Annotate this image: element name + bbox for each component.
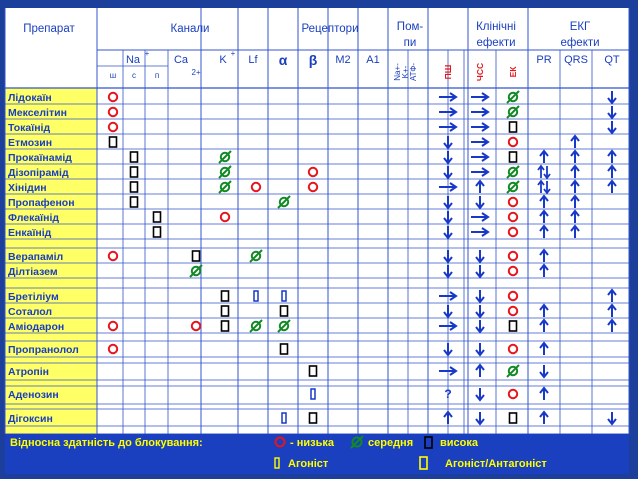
header-k-sup: + xyxy=(230,49,236,58)
header-na-slow: п xyxy=(154,71,160,80)
drug-label: Етмозин xyxy=(8,137,53,149)
header-lf: Lf xyxy=(248,54,258,66)
header-pump: пи xyxy=(403,37,417,49)
header-beta: β xyxy=(308,52,318,68)
header-a1: A1 xyxy=(366,54,380,66)
legend-moderate: середня xyxy=(368,437,414,449)
header-na-fast: ш xyxy=(109,71,117,80)
header-clin-hr: ЧСС xyxy=(475,62,485,82)
drug-label: Аденозин xyxy=(8,389,59,401)
legend-high: висока xyxy=(440,437,478,449)
drug-label: Пропранолол xyxy=(8,344,79,356)
header-m2: M2 xyxy=(335,54,351,66)
header-clin-pv: ПШ xyxy=(443,64,453,80)
header-clinical: ефекти xyxy=(476,37,516,49)
drug-label: Мекселітин xyxy=(8,107,67,119)
header-ecg: ефекти xyxy=(560,37,600,49)
legend-title: Відносна здатність до блокування: xyxy=(10,437,203,449)
header-ecg: ЕКГ xyxy=(569,21,591,33)
header-drug: Препарат xyxy=(23,23,75,35)
legend-agonist: Агоніст xyxy=(288,458,329,470)
header-ecg-qt: QT xyxy=(604,54,620,66)
drug-label: Флекаїнід xyxy=(8,212,60,224)
legend-agonist-antagonist: Агоніст/Антагоніст xyxy=(445,458,547,470)
drug-label: Хінідин xyxy=(8,182,47,194)
header-ecg-qrs: QRS xyxy=(564,54,588,66)
drug-label: Дігоксин xyxy=(8,413,53,425)
drug-label: Ділтіазем xyxy=(8,266,58,278)
header-ecg-pr: PR xyxy=(536,54,552,66)
header-clinical: Клінічні xyxy=(476,21,516,33)
header-receptors: Рецептори xyxy=(301,23,359,35)
header-clin-ek: ЕК xyxy=(508,66,518,78)
drug-label: Прокаїнамід xyxy=(8,152,72,164)
legend xyxy=(5,434,629,474)
header-na-sup: + xyxy=(144,49,150,58)
legend-low: - низька xyxy=(290,437,334,449)
drug-label: Пропафенон xyxy=(8,197,75,209)
drug-label: Верапаміл xyxy=(8,251,64,263)
header-k: K xyxy=(219,54,227,66)
header-ca: Ca xyxy=(173,54,189,66)
drug-label: Соталол xyxy=(8,306,53,318)
drug-label: Бретіліум xyxy=(8,291,59,303)
header-pump-sub: Na+- xyxy=(393,63,402,81)
drug-label: Атропін xyxy=(8,366,50,378)
header-pump-sub: K+- xyxy=(401,65,410,79)
header-pump: Пом- xyxy=(396,21,424,33)
drug-label: Аміодарон xyxy=(8,321,65,333)
drug-label: Дізопірамід xyxy=(8,167,69,179)
header-na-medium: с xyxy=(132,71,136,80)
header-ca-sup: 2+ xyxy=(191,68,201,77)
header-alpha: α xyxy=(278,52,288,68)
drug-label: Токаїнід xyxy=(8,122,51,134)
drug-label: Лідокаїн xyxy=(8,92,52,104)
header-pump-sub: АТФ- xyxy=(409,62,418,82)
drug-label: Енкаїнід xyxy=(8,227,52,239)
question-icon: ? xyxy=(444,387,452,401)
header-na: Na xyxy=(125,54,141,66)
header-channels: Канали xyxy=(170,23,210,35)
